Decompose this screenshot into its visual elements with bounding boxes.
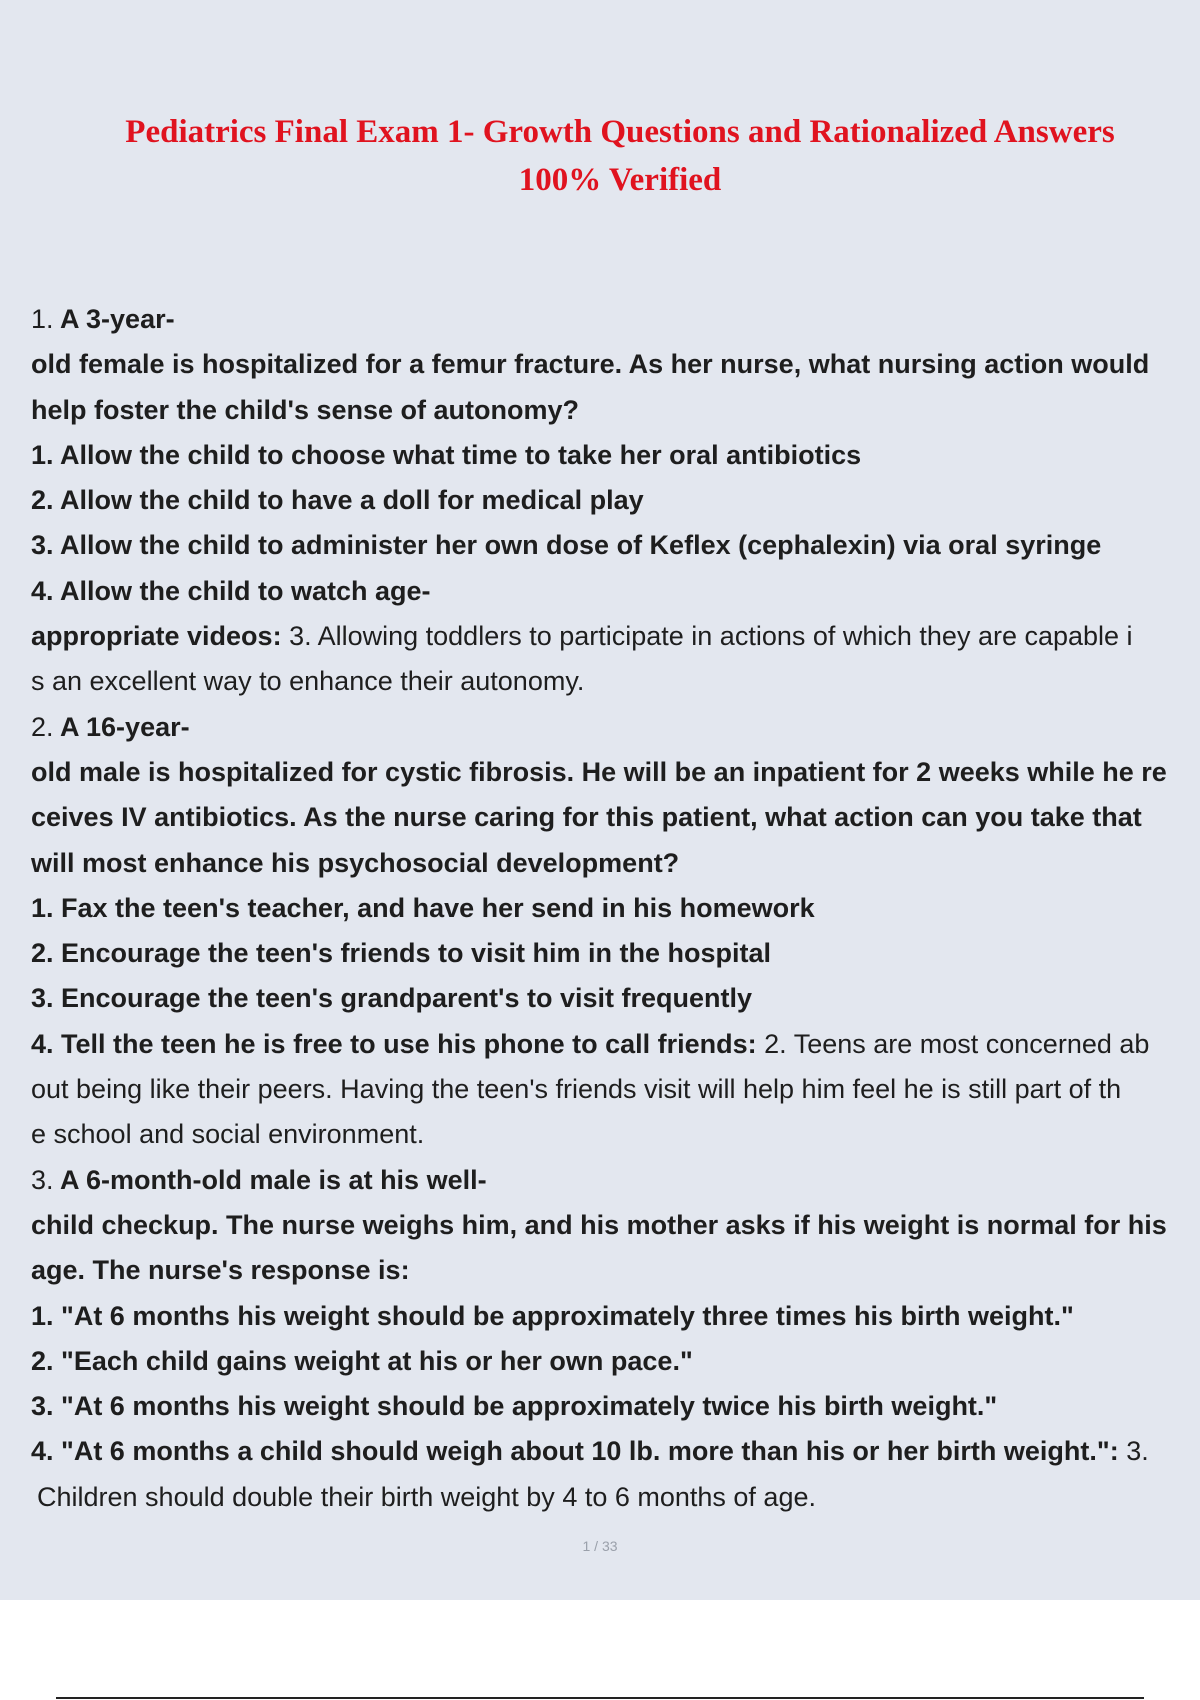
title-line-2: 100% Verified (518, 162, 722, 198)
question-number: 3. (31, 1164, 54, 1195)
question-1-option-2: 2. Allow the child to have a doll for medical play (31, 485, 644, 516)
document-body (31, 297, 1196, 1520)
question-2-option-4: 4. Tell the teen he is free to use his phone to call friends: (31, 1028, 757, 1059)
question-1-rationale-end: s an excellent way to enhance their autonomy. (31, 666, 585, 697)
title-line-1: Pediatrics Final Exam 1- Growth Questions and Rationalized Answers (125, 114, 1115, 150)
question-2-line-4: will most enhance his psychosocial development? (31, 847, 680, 878)
question-2-line-3: ceives IV antibiotics. As the nurse caring for this patient, what action can you take that (31, 802, 1142, 833)
question-1-line-1 (31, 297, 1196, 342)
question-2-line-1 (31, 705, 1196, 750)
question-stem-start: A 6-month-old male is at his well- (53, 1164, 487, 1195)
question-1-answer-line (31, 614, 1196, 659)
question-2-rationale-start: 2. Teens are most concerned ab (756, 1028, 1150, 1059)
question-1-line-2: old female is hospitalized for a femur fracture. As her nurse, what nursing action would (31, 349, 1150, 380)
question-1-option-4: 4. Allow the child to watch age- (31, 575, 431, 606)
question-3-option-2: 2. "Each child gains weight at his or her own pace." (31, 1345, 693, 1376)
question-3-line-3: age. The nurse's response is: (31, 1255, 410, 1286)
document-title (20, 108, 1200, 204)
question-3-option-3: 3. "At 6 months his weight should be approximately twice his birth weight." (31, 1391, 998, 1422)
question-2-rationale-middle: out being like their peers. Having the teen's friends visit will help him feel he is still part of th (31, 1074, 1122, 1105)
question-1-option-4-end: appropriate videos: (31, 621, 282, 652)
question-2-rationale-end: e school and social environment. (31, 1119, 425, 1150)
question-3-option-4: 4. "At 6 months a child should weigh about 10 lb. more than his or her birth weight.": (31, 1436, 1119, 1467)
question-number: 2. (31, 711, 54, 742)
page-number: 1 / 33 (582, 1538, 618, 1554)
question-1-line-3: help foster the child's sense of autonomy? (31, 394, 580, 425)
question-2-option-2: 2. Encourage the teen's friends to visit him in the hospital (31, 938, 772, 969)
page-divider (56, 1697, 1144, 1699)
question-3-answer-line (31, 1429, 1196, 1474)
question-1-option-3: 3. Allow the child to administer her own dose of Keflex (cephalexin) via oral syringe (31, 530, 1102, 561)
question-2-answer-line (31, 1022, 1196, 1067)
question-1-option-1: 1. Allow the child to choose what time to take her oral antibiotics (31, 439, 862, 470)
question-number: 1. (31, 304, 54, 334)
question-2-option-1: 1. Fax the teen's teacher, and have her send in his homework (31, 892, 815, 923)
question-stem-start: A 3-year- (53, 304, 175, 334)
question-3-line-1 (31, 1158, 1196, 1203)
question-3-line-2: child checkup. The nurse weighs him, and his mother asks if his weight is normal for his (31, 1209, 1167, 1240)
question-3-option-1: 1. "At 6 months his weight should be approximately three times his birth weight." (31, 1300, 1074, 1331)
question-3-rationale-end: Children should double their birth weight by 4 to 6 months of age. (37, 1481, 816, 1512)
question-3-rationale-start: 3. (1118, 1436, 1149, 1467)
question-stem-start: A 16-year- (53, 711, 190, 742)
question-2-line-2: old male is hospitalized for cystic fibrosis. He will be an inpatient for 2 weeks while he re (31, 756, 1167, 787)
question-2-option-3: 3. Encourage the teen's grandparent's to visit frequently (31, 983, 752, 1014)
question-1-rationale-start: 3. Allowing toddlers to participate in actions of which they are capable i (281, 621, 1133, 652)
